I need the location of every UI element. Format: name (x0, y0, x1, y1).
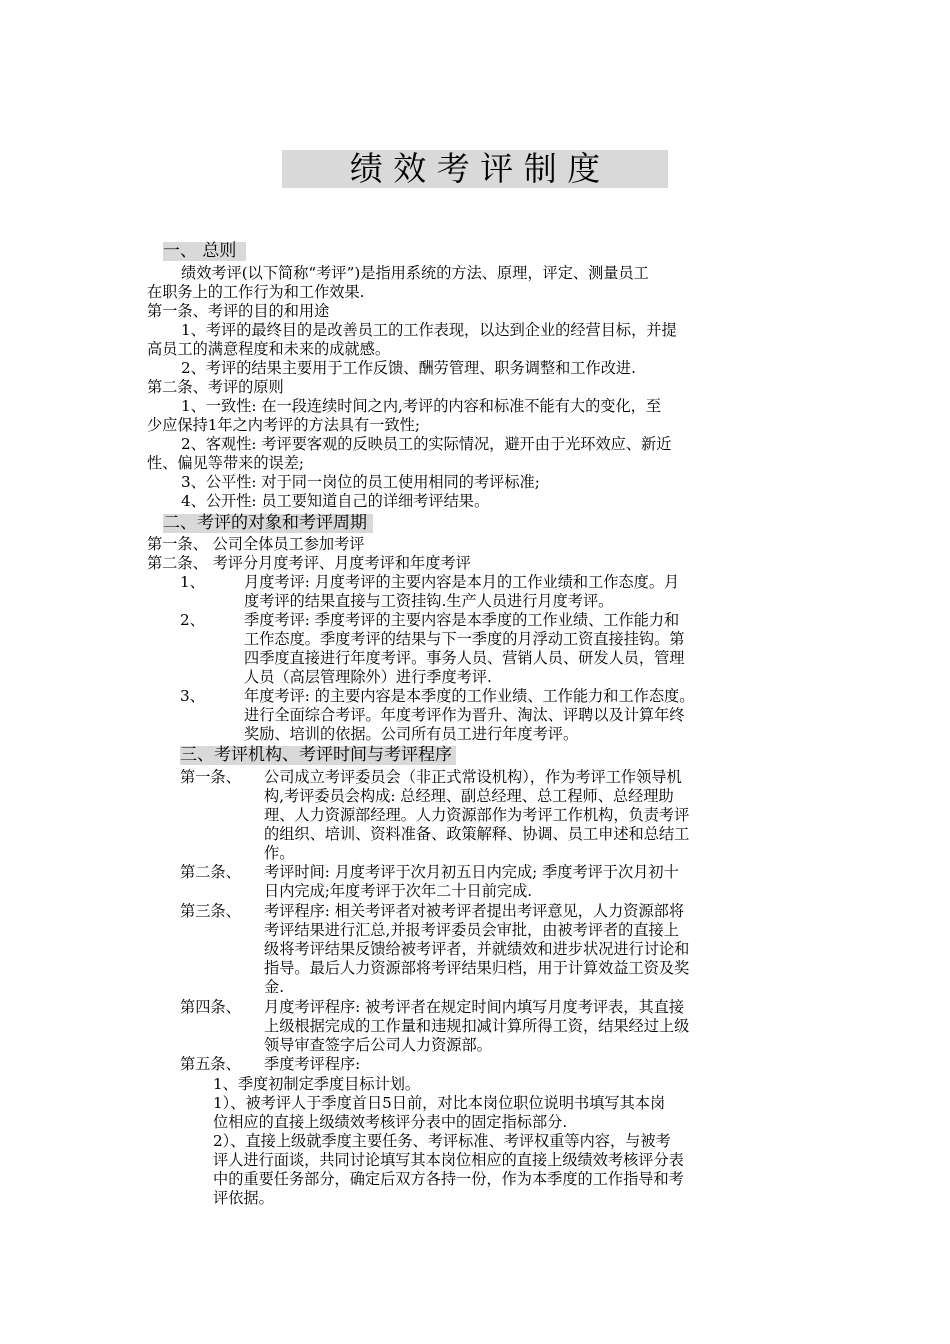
article-line: 公司成立考评委员会（非正式常设机构），作为考评工作领导机 (264, 768, 682, 786)
paragraph-line: 绩效考评(以下简称“考评”)是指用系统的方法、原理，评定、测量员工 (181, 264, 649, 282)
paragraph-line: 2、考评的结果主要用于工作反馈、酬劳管理、职务调整和工作改进. (181, 359, 636, 377)
paragraph-line: 2、客观性: 考评要客观的反映员工的实际情况，避开由于光环效应、新近 (181, 435, 672, 453)
paragraph-line: 评人进行面谈，共同讨论填写其本岗位相应的直接上级绩效考核评分表 (213, 1151, 684, 1169)
article-number: 第一条、 (180, 768, 241, 786)
paragraph-line: 位相应的直接上级绩效考核评分表中的固定指标部分. (213, 1113, 568, 1131)
document-title: 绩 效 考 评 制 度 (282, 150, 668, 188)
article-heading: 第二条、考评的原则 (147, 378, 284, 396)
article-line: 月度考评程序: 被考评者在规定时间内填写月度考评表，其直接 (264, 998, 685, 1016)
paragraph-line: 1、季度初制定季度目标计划。 (213, 1075, 421, 1093)
paragraph-line: 中的重要任务部分，确定后双方各持一份，作为本季度的工作指导和考 (213, 1170, 684, 1188)
item-line: 进行全面综合考评。年度考评作为晋升、淘汰、评聘以及计算年终 (244, 706, 685, 724)
item-line: 奖励、培训的依据。公司所有员工进行年度考评。 (244, 725, 579, 743)
section-heading-2: 二、考评的对象和考评周期 (163, 514, 373, 533)
article-number: 第二条、 (180, 863, 241, 881)
article-line: 领导审查签字后公司人力资源部。 (264, 1036, 492, 1054)
item-line: 年度考评: 的主要内容是本季度的工作业绩、工作能力和工作态度。 (244, 687, 695, 705)
article-line: 季度考评程序: (264, 1055, 361, 1073)
paragraph-line: 在职务上的工作行为和工作效果. (147, 283, 365, 301)
paragraph-line: 1、考评的最终目的是改善员工的工作表现，以达到企业的经营目标，并提 (181, 321, 677, 339)
article-line: 考评时间: 月度考评于次月初五日内完成; 季度考评于次月初十 (264, 863, 679, 881)
item-line: 度考评的结果直接与工资挂钩.生产人员进行月度考评。 (244, 592, 614, 610)
article-number: 第五条、 (180, 1055, 241, 1073)
article-heading: 第一条、考评的目的和用途 (147, 302, 330, 320)
paragraph-line: 性、偏见等带来的误差; (147, 454, 304, 472)
article-line: 理、人力资源部经理。人力资源部作为考评工作机构，负责考评 (264, 806, 690, 824)
paragraph-line: 评依据。 (213, 1189, 274, 1207)
article-line: 指导。最后人力资源部将考评结果归档，用于计算效益工资及奖 (264, 959, 690, 977)
paragraph-line: 4、公开性: 员工要知道自己的详细考评结果。 (181, 492, 490, 510)
item-line: 月度考评: 月度考评的主要内容是本月的工作业绩和工作态度。月 (244, 573, 680, 591)
paragraph-line: 2）、直接上级就季度主要任务、考评标准、考评权重等内容，与被考 (213, 1132, 671, 1150)
paragraph-line: 1、一致性: 在一段连续时间之内,考评的内容和标准不能有大的变化，至 (181, 397, 662, 415)
article-number: 第四条、 (180, 998, 241, 1016)
section-heading-3: 三、考评机构、考评时间与考评程序 (180, 746, 456, 765)
item-number: 3、 (180, 687, 205, 705)
article-line: 第二条、 考评分月度考评、月度考评和年度考评 (147, 554, 471, 572)
article-line: 第一条、 公司全体员工参加考评 (147, 535, 365, 553)
article-line: 构,考评委员会构成: 总经理、副总经理、总工程师、总经理助 (264, 787, 674, 805)
paragraph-line: 高员工的满意程度和未来的成就感。 (147, 340, 390, 358)
article-number: 第三条、 (180, 902, 241, 920)
item-line: 工作态度。季度考评的结果与下一季度的月浮动工资直接挂钩。第 (244, 630, 685, 648)
article-line: 考评程序: 相关考评者对被考评者提出考评意见，人力资源部将 (264, 902, 685, 920)
item-line: 人员（高层管理除外）进行季度考评. (244, 668, 492, 686)
article-line: 考评结果进行汇总,并报考评委员会审批，由被考评者的直接上 (264, 921, 679, 939)
paragraph-line: 3、公平性: 对于同一岗位的员工使用相同的考评标准; (181, 473, 540, 491)
article-line: 级将考评结果反馈给被考评者，并就绩效和进步状况进行讨论和 (264, 940, 690, 958)
item-number: 2、 (180, 611, 205, 629)
item-number: 1、 (180, 573, 205, 591)
article-line: 作。 (264, 844, 295, 862)
article-line: 金. (264, 978, 285, 996)
paragraph-line: 少应保持1年之内考评的方法具有一致性; (147, 416, 420, 434)
item-line: 四季度直接进行年度考评。事务人员、营销人员、研发人员，管理 (244, 649, 685, 667)
article-line: 的组织、培训、资料准备、政策解释、协调、员工申述和总结工 (264, 825, 690, 843)
item-line: 季度考评: 季度考评的主要内容是本季度的工作业绩、工作能力和 (244, 611, 680, 629)
section-heading-1: 一、 总则 (163, 242, 246, 261)
paragraph-line: 1）、被考评人于季度首日5日前，对比本岗位职位说明书填写其本岗 (213, 1094, 666, 1112)
article-line: 上级根据完成的工作量和违规扣减计算所得工资，结果经过上级 (264, 1017, 690, 1035)
article-line: 日内完成;年度考评于次年二十日前完成. (264, 882, 533, 900)
